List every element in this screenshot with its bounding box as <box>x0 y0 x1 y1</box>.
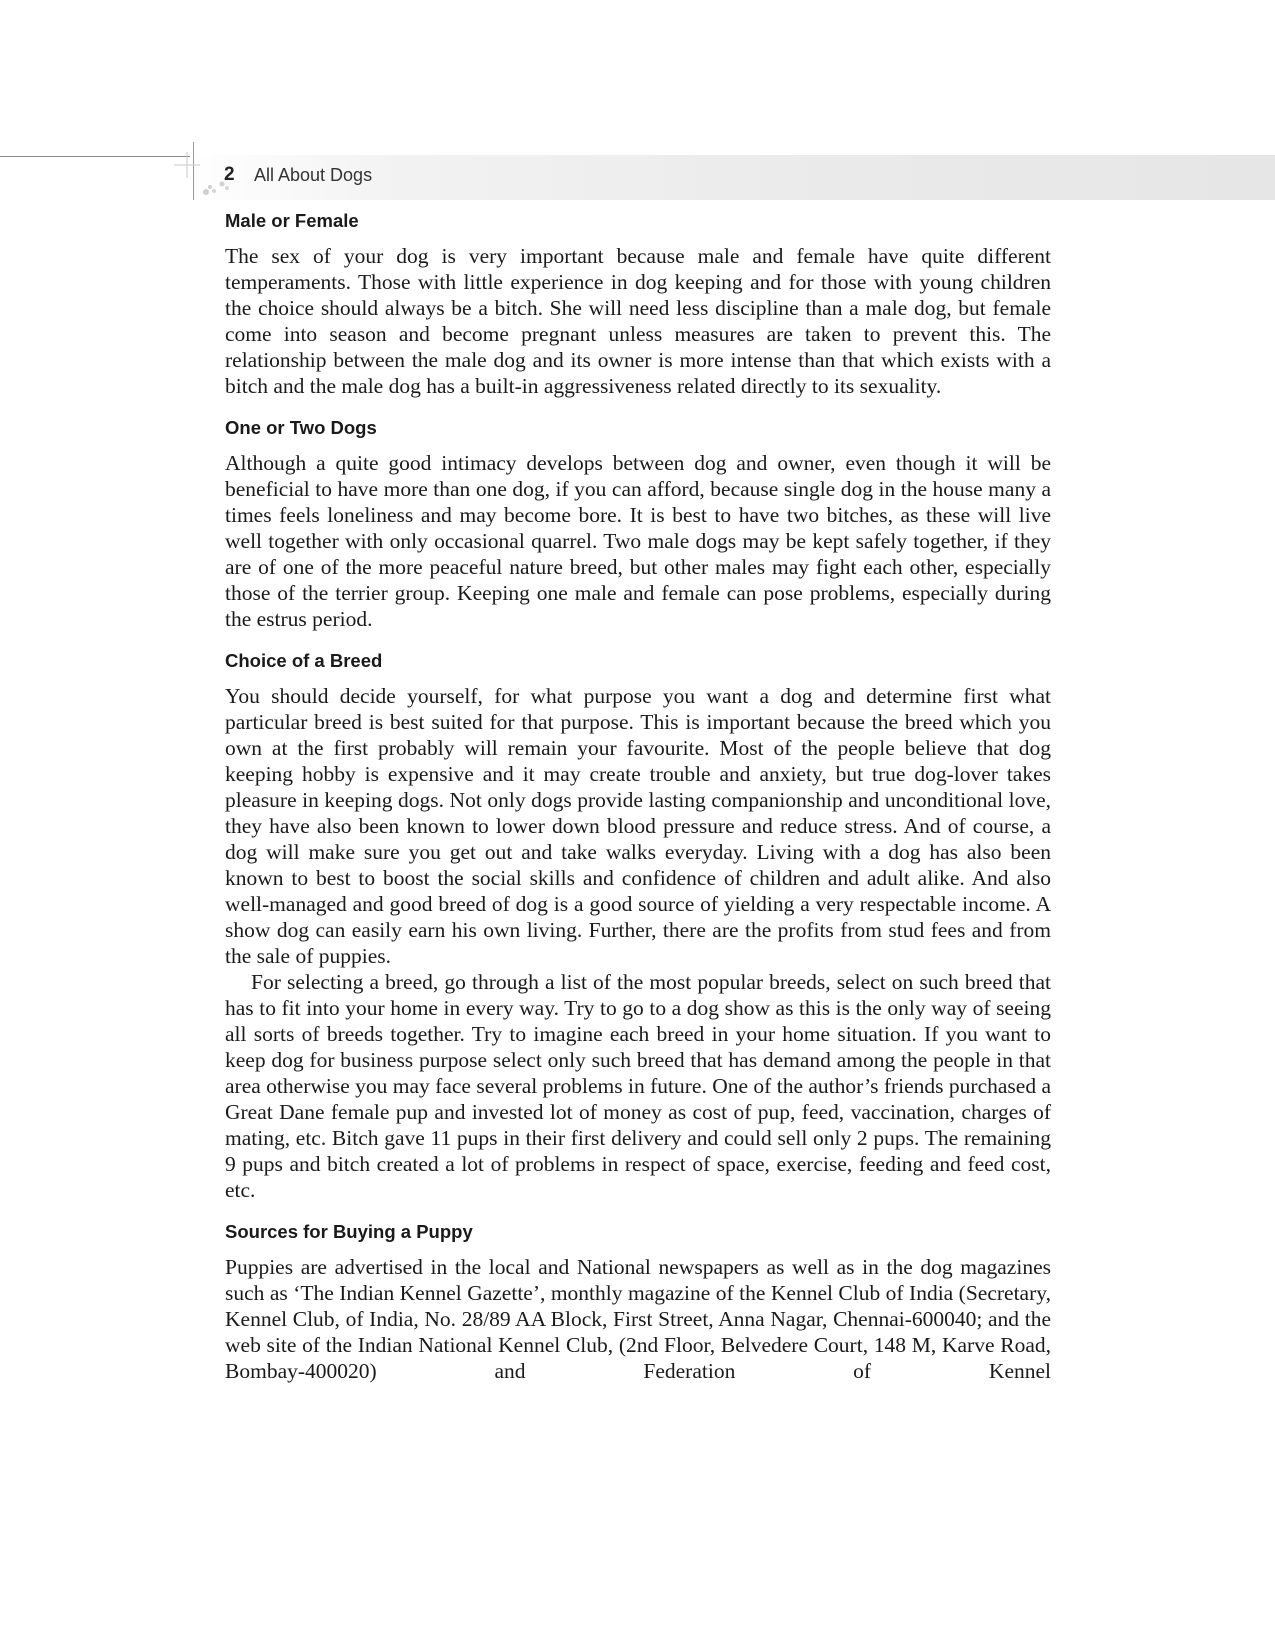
section-one-or-two-dogs <box>225 415 1051 632</box>
paragraph: You should decide yourself, for what purpose you want a dog and determine first what particular breed is best suited for that purpose. This is important because the breed which you own at the first probably will remain your favourite. Most of the people believe that dog keeping hobby is expensive and it may create trouble and anxiety, but true dog-lover takes pleasure in keeping dogs. Not only dogs provide lasting companionship and unconditional love, they have also been known to lower down blood pressure and reduce stress. And of course, a dog will make sure you get out and take walks everyday. Living with a dog has also been known to best to boost the social skills and confidence of children and adult alike. And also well-managed and good breed of dog is a good source of yielding a very respectable income. A show dog can easily earn his own living. Further, there are the profits from stud fees and from the sale of puppies. <box>225 684 1051 968</box>
section-heading: Choice of a Breed <box>225 650 383 671</box>
section-heading: One or Two Dogs <box>225 417 377 438</box>
paragraph: Puppies are advertised in the local and National newspapers as well as in the dog magazines such as ‘The Indian Kennel Gazette’, monthly magazine of the Kennel Club of India (Secretary, Kennel Club, of India, No. 28/89 AA Block, First Street, Anna Nagar, Chennai-600040; and the web site of the Indian National Kennel Club, (2nd Floor, Belvedere Court, 148 M, Karve Road, Bombay-400020) and Federation of Kennel <box>225 1255 1051 1383</box>
paragraph: Although a quite good intimacy develops between dog and owner, even though it will be beneficial to have more than one dog, if you can afford, because single dog in the house many a times feels loneliness and may become bore. It is best to have two bitches, as these will live well together with only occasional quarrel. Two male dogs may be kept safely together, if they are of one of the more peaceful nature breed, but other males may fight each other, especially those of the terrier group. Keeping one male and female can pose problems, especially during the estrus period. <box>225 451 1051 631</box>
section-choice-of-a-breed <box>225 648 1051 1203</box>
running-title: All About Dogs <box>254 165 373 185</box>
header-rule <box>0 156 190 157</box>
section-heading: Male or Female <box>225 210 359 231</box>
section-heading: Sources for Buying a Puppy <box>225 1221 473 1242</box>
paragraph: For selecting a breed, go through a list of the most popular breeds, select on such breed that has to fit into your home in every way. Try to go to a dog show as this is the only way of seeing all sorts of breeds together. Try to imagine each breed in your home situation. If you want to keep dog for business purpose select only such breed that has demand among the people in that area otherwise you may face several problems in future. One of the author’s friends purchased a Great Dane female pup and invested lot of money as cost of pup, feed, vaccination, charges of mating, etc. Bitch gave 11 pups in their first delivery and could sell only 2 pups. The remaining 9 pups and bitch created a lot of problems in respect of space, exercise, feeding and feed cost, etc. <box>225 970 1051 1202</box>
section-male-or-female <box>225 208 1051 399</box>
paragraph: The sex of your dog is very important because male and female have quite different temperaments. Those with little experience in dog keeping and for those with young children the choice should always be a bitch. She will need less discipline than a male dog, but female come into season and become pregnant unless measures are taken to prevent this. The relationship between the male dog and its owner is more intense than that which exists with a bitch and the male dog has a built-in aggressiveness related directly to its sexuality. <box>225 244 1051 398</box>
page-number: 2 <box>224 164 235 185</box>
page-content <box>225 208 1051 1384</box>
section-sources-for-buying-a-puppy <box>225 1219 1051 1384</box>
crop-mark-icon <box>172 150 202 180</box>
